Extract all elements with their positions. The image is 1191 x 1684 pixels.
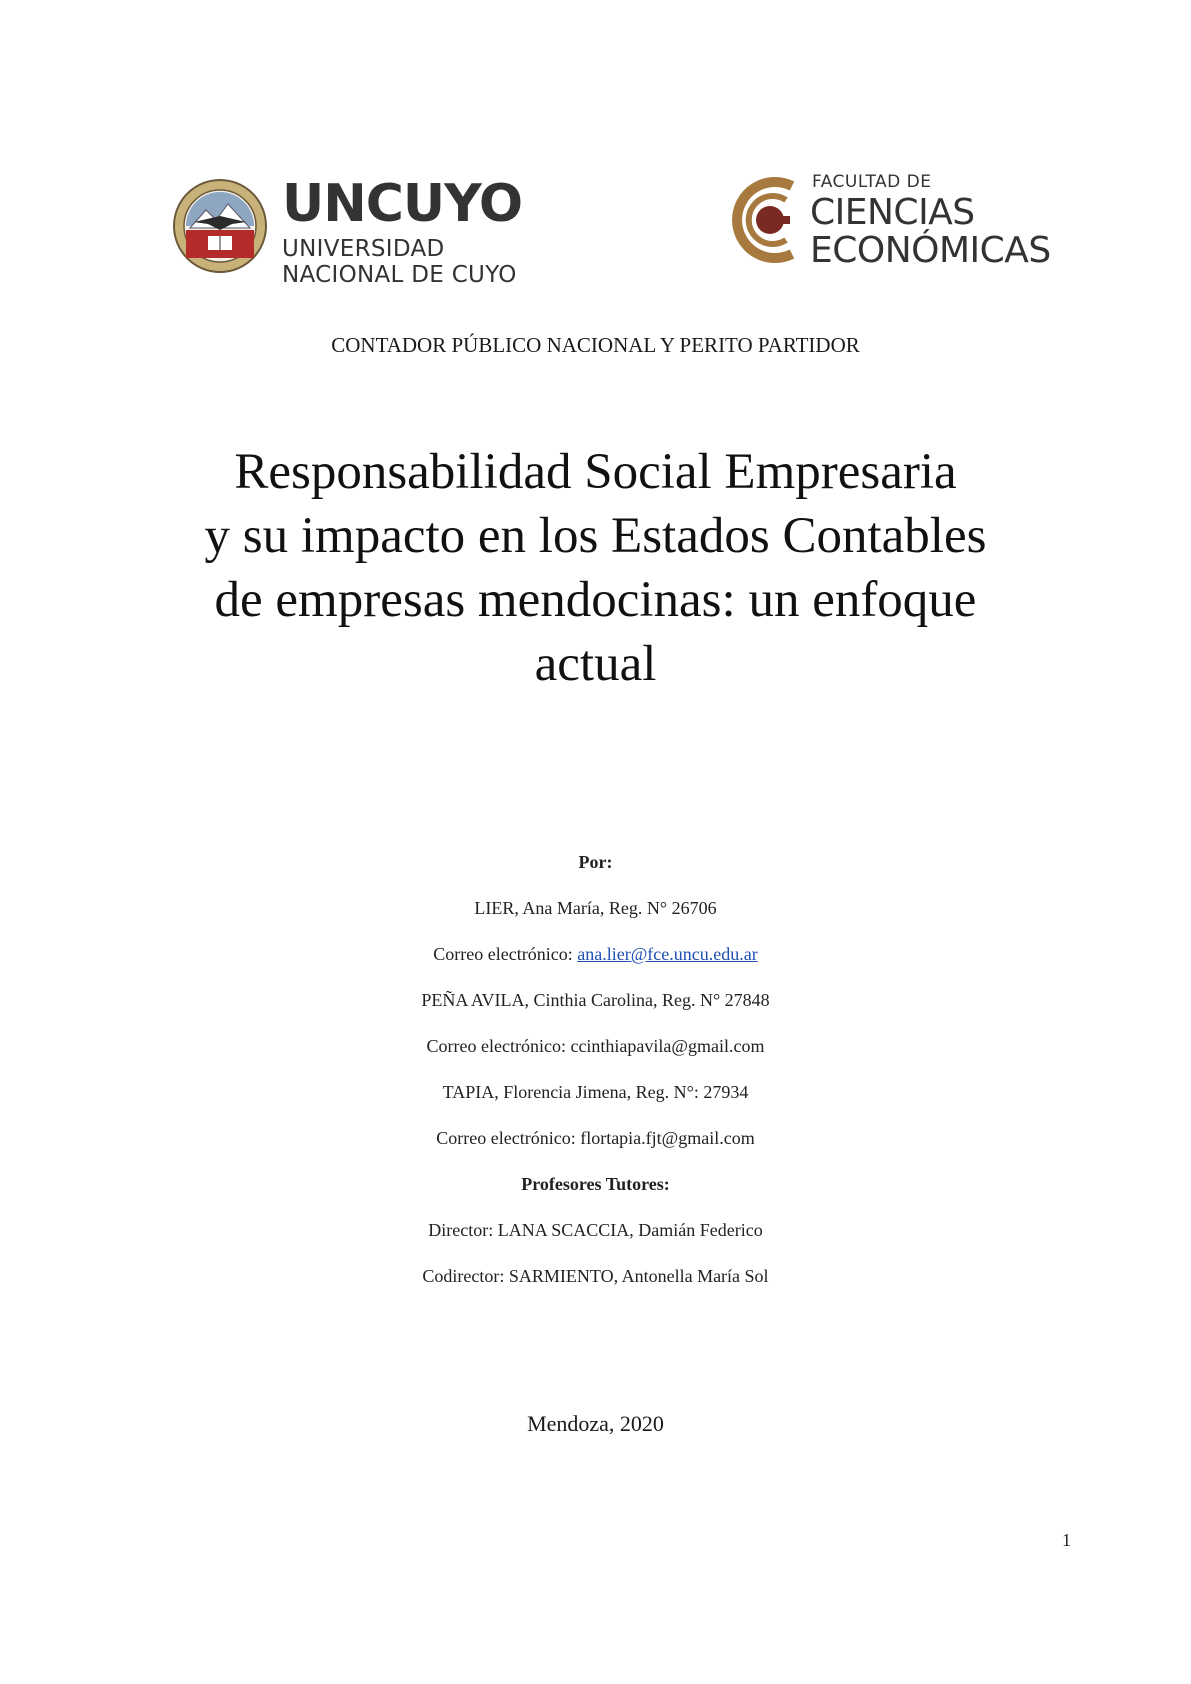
email-label: Correo electrónico: — [433, 944, 578, 964]
fce-logo — [726, 172, 1086, 292]
city-year: Mendoza, 2020 — [527, 1411, 664, 1436]
title-line-2: y su impacto en los Estados Contables — [204, 508, 987, 564]
tutors-label: Profesores Tutores: — [521, 1174, 670, 1194]
author-1: LIER, Ana María, Reg. N° 26706 — [474, 898, 717, 918]
author-2: PEÑA AVILA, Cinthia Carolina, Reg. N° 27848 — [421, 990, 770, 1010]
uncuyo-logo — [172, 170, 532, 290]
career-heading: CONTADOR PÚBLICO NACIONAL Y PERITO PARTIDOR — [331, 333, 860, 357]
author-1-email-link[interactable]: ana.lier@fce.uncu.edu.ar — [577, 944, 758, 964]
codirector: Codirector: SARMIENTO, Antonella María Sol — [422, 1266, 769, 1286]
title-line-1: Responsabilidad Social Empresaria — [234, 444, 957, 500]
author-3-email-line: Correo electrónico: flortapia.fjt@gmail.com — [436, 1128, 755, 1148]
uncuyo-subtitle-line2: NACIONAL DE CUYO — [282, 262, 517, 288]
author-3: TAPIA, Florencia Jimena, Reg. N°: 27934 — [442, 1082, 749, 1102]
fce-c-mark-icon — [726, 172, 806, 268]
header-logos — [0, 160, 1191, 300]
university-seal-icon — [172, 170, 272, 282]
uncuyo-subtitle-line1: UNIVERSIDAD — [282, 236, 445, 262]
author-2-email-line: Correo electrónico: ccinthiapavila@gmail.com — [426, 1036, 765, 1056]
by-label: Por: — [578, 852, 613, 872]
fce-wordmark-mid: CIENCIAS — [810, 192, 975, 233]
fce-wordmark-bot: ECONÓMICAS — [810, 230, 1051, 271]
document-title — [150, 440, 1041, 696]
fce-wordmark-top: FACULTAD DE — [812, 172, 932, 192]
author-1-email-line — [0, 944, 1191, 965]
title-line-4: actual — [534, 636, 657, 692]
director: Director: LANA SCACCIA, Damián Federico — [428, 1220, 763, 1240]
uncuyo-wordmark: UNCUYO — [282, 174, 523, 234]
title-line-3: de empresas mendocinas: un enfoque — [214, 572, 977, 628]
page-number: 1 — [1062, 1530, 1071, 1550]
